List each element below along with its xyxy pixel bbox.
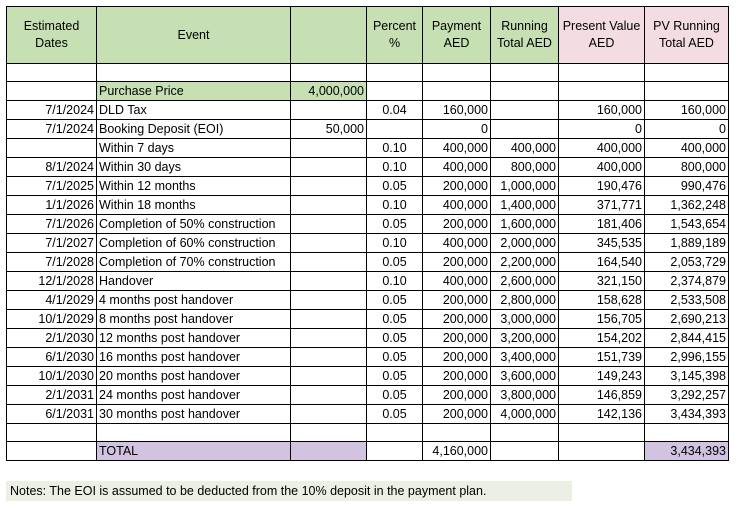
table-row — [7, 196, 729, 215]
cell-percent: 0.05 — [367, 329, 423, 348]
payment-plan-table — [6, 6, 729, 461]
table-row — [7, 310, 729, 329]
cell-date: 7/1/2024 — [7, 101, 97, 120]
cell-running-total: 2,800,000 — [491, 291, 559, 310]
cell-payment: 200,000 — [423, 291, 491, 310]
cell-event: Completion of 70% construction — [97, 253, 291, 272]
cell-payment: 0 — [423, 120, 491, 139]
cell-extra — [291, 386, 367, 405]
cell-present-value: 400,000 — [559, 139, 645, 158]
header-percent: Percent % — [367, 7, 423, 64]
cell-payment: 400,000 — [423, 139, 491, 158]
cell-date: 7/1/2027 — [7, 234, 97, 253]
cell-pv-running-total: 3,292,257 — [645, 386, 729, 405]
cell-pv-running-total: 2,844,415 — [645, 329, 729, 348]
header-event: Event — [97, 7, 291, 64]
cell-date: 2/1/2030 — [7, 329, 97, 348]
cell-percent: 0.05 — [367, 215, 423, 234]
table-row — [7, 367, 729, 386]
cell-date: 10/1/2030 — [7, 367, 97, 386]
purchase-price-row — [7, 82, 729, 101]
table-row — [7, 120, 729, 139]
cell-extra — [291, 196, 367, 215]
cell-event: 12 months post handover — [97, 329, 291, 348]
cell-event: Within 7 days — [97, 139, 291, 158]
cell-event: Within 18 months — [97, 196, 291, 215]
cell-percent: 0.05 — [367, 405, 423, 424]
cell-percent: 0.10 — [367, 158, 423, 177]
cell-present-value: 149,243 — [559, 367, 645, 386]
cell-pv-running-total: 3,145,398 — [645, 367, 729, 386]
cell-extra — [291, 348, 367, 367]
cell-event: Handover — [97, 272, 291, 291]
cell-present-value: 0 — [559, 120, 645, 139]
cell-date: 4/1/2029 — [7, 291, 97, 310]
header-running-total: Running Total AED — [491, 7, 559, 64]
notes-text: Notes: The EOI is assumed to be deducted from the 10% deposit in the payment plan. — [6, 481, 572, 501]
cell-extra: 50,000 — [291, 120, 367, 139]
cell-running-total: 2,200,000 — [491, 253, 559, 272]
cell-running-total: 3,000,000 — [491, 310, 559, 329]
cell-event: 20 months post handover — [97, 367, 291, 386]
cell-pv-running-total: 990,476 — [645, 177, 729, 196]
cell-extra — [291, 177, 367, 196]
cell-running-total — [491, 120, 559, 139]
cell-present-value: 160,000 — [559, 101, 645, 120]
table-row — [7, 291, 729, 310]
cell-pv-running-total: 2,374,879 — [645, 272, 729, 291]
cell-extra — [291, 234, 367, 253]
cell-present-value: 400,000 — [559, 158, 645, 177]
cell-event: 24 months post handover — [97, 386, 291, 405]
cell-event: Within 30 days — [97, 158, 291, 177]
cell-payment: 200,000 — [423, 367, 491, 386]
cell-event: 4 months post handover — [97, 291, 291, 310]
table-row — [7, 101, 729, 120]
cell-pv-running-total: 1,362,248 — [645, 196, 729, 215]
table-row — [7, 348, 729, 367]
cell-payment: 200,000 — [423, 405, 491, 424]
cell-pv-running-total: 1,889,189 — [645, 234, 729, 253]
cell-date: 12/1/2028 — [7, 272, 97, 291]
table-row — [7, 215, 729, 234]
cell-payment: 200,000 — [423, 348, 491, 367]
cell-payment: 200,000 — [423, 253, 491, 272]
cell-date: 2/1/2031 — [7, 386, 97, 405]
cell-pv-running-total: 400,000 — [645, 139, 729, 158]
cell-percent: 0.05 — [367, 177, 423, 196]
header-blank — [291, 7, 367, 64]
table-row — [7, 234, 729, 253]
cell-date: 1/1/2026 — [7, 196, 97, 215]
cell-present-value: 321,150 — [559, 272, 645, 291]
cell-percent: 0.05 — [367, 348, 423, 367]
cell-extra — [291, 101, 367, 120]
cell-percent: 0.10 — [367, 272, 423, 291]
total-payment: 4,160,000 — [423, 442, 491, 461]
cell-extra — [291, 272, 367, 291]
cell-event: Within 12 months — [97, 177, 291, 196]
cell-event: 30 months post handover — [97, 405, 291, 424]
cell-running-total: 3,200,000 — [491, 329, 559, 348]
cell-date: 7/1/2026 — [7, 215, 97, 234]
blank-row — [7, 424, 729, 442]
cell-pv-running-total: 2,053,729 — [645, 253, 729, 272]
cell-percent: 0.05 — [367, 310, 423, 329]
cell-pv-running-total: 1,543,654 — [645, 215, 729, 234]
cell-running-total — [491, 101, 559, 120]
header-estimated-dates: Estimated Dates — [7, 7, 97, 64]
table-row — [7, 386, 729, 405]
cell-pv-running-total: 800,000 — [645, 158, 729, 177]
cell-running-total: 3,400,000 — [491, 348, 559, 367]
cell-payment: 200,000 — [423, 177, 491, 196]
cell-running-total: 2,600,000 — [491, 272, 559, 291]
cell-extra — [291, 329, 367, 348]
cell-payment: 400,000 — [423, 234, 491, 253]
cell-pv-running-total: 2,690,213 — [645, 310, 729, 329]
cell-present-value: 151,739 — [559, 348, 645, 367]
cell-event: DLD Tax — [97, 101, 291, 120]
cell-running-total: 4,000,000 — [491, 405, 559, 424]
table-row — [7, 139, 729, 158]
total-row — [7, 442, 729, 461]
cell-extra — [291, 405, 367, 424]
cell-present-value: 158,628 — [559, 291, 645, 310]
cell-percent: 0.05 — [367, 367, 423, 386]
cell-extra — [291, 291, 367, 310]
cell-payment: 160,000 — [423, 101, 491, 120]
cell-running-total: 3,800,000 — [491, 386, 559, 405]
cell-date: 8/1/2024 — [7, 158, 97, 177]
cell-running-total: 3,600,000 — [491, 367, 559, 386]
cell-running-total: 1,600,000 — [491, 215, 559, 234]
cell-running-total: 400,000 — [491, 139, 559, 158]
cell-payment: 400,000 — [423, 272, 491, 291]
cell-payment: 200,000 — [423, 329, 491, 348]
purchase-price-value: 4,000,000 — [291, 82, 367, 101]
cell-date: 6/1/2031 — [7, 405, 97, 424]
table-row — [7, 177, 729, 196]
cell-percent: 0.05 — [367, 386, 423, 405]
cell-percent: 0.05 — [367, 253, 423, 272]
cell-payment: 400,000 — [423, 158, 491, 177]
cell-present-value: 190,476 — [559, 177, 645, 196]
cell-percent: 0.10 — [367, 234, 423, 253]
cell-event: 16 months post handover — [97, 348, 291, 367]
cell-event: Completion of 60% construction — [97, 234, 291, 253]
total-label: TOTAL — [97, 442, 291, 461]
total-blank — [291, 442, 367, 461]
cell-event: Booking Deposit (EOI) — [97, 120, 291, 139]
table-row — [7, 253, 729, 272]
cell-extra — [291, 215, 367, 234]
cell-payment: 400,000 — [423, 196, 491, 215]
cell-payment: 200,000 — [423, 386, 491, 405]
header-present-value: Present Value AED — [559, 7, 645, 64]
cell-percent: 0.10 — [367, 139, 423, 158]
table-row — [7, 158, 729, 177]
header-row — [7, 7, 729, 64]
cell-payment: 200,000 — [423, 215, 491, 234]
cell-pv-running-total: 0 — [645, 120, 729, 139]
cell-present-value: 156,705 — [559, 310, 645, 329]
table-row — [7, 329, 729, 348]
cell-event: Completion of 50% construction — [97, 215, 291, 234]
cell-date: 7/1/2025 — [7, 177, 97, 196]
blank-row — [7, 64, 729, 82]
cell-running-total: 2,000,000 — [491, 234, 559, 253]
cell-present-value: 142,136 — [559, 405, 645, 424]
cell-running-total: 1,400,000 — [491, 196, 559, 215]
header-payment: Payment AED — [423, 7, 491, 64]
cell-pv-running-total: 160,000 — [645, 101, 729, 120]
cell-running-total: 800,000 — [491, 158, 559, 177]
cell-extra — [291, 158, 367, 177]
cell-percent: 0.04 — [367, 101, 423, 120]
cell-present-value: 345,535 — [559, 234, 645, 253]
purchase-price-label: Purchase Price — [97, 82, 291, 101]
cell-pv-running-total: 2,533,508 — [645, 291, 729, 310]
cell-running-total: 1,000,000 — [491, 177, 559, 196]
cell-present-value: 146,859 — [559, 386, 645, 405]
cell-percent: 0.10 — [367, 196, 423, 215]
cell-extra — [291, 367, 367, 386]
header-pv-running-total: PV Running Total AED — [645, 7, 729, 64]
cell-date: 6/1/2030 — [7, 348, 97, 367]
cell-extra — [291, 253, 367, 272]
total-pv-running: 3,434,393 — [645, 442, 729, 461]
table-row — [7, 272, 729, 291]
table-row — [7, 405, 729, 424]
cell-extra — [291, 139, 367, 158]
cell-percent: 0.05 — [367, 291, 423, 310]
cell-pv-running-total: 2,996,155 — [645, 348, 729, 367]
cell-date — [7, 139, 97, 158]
cell-payment: 200,000 — [423, 310, 491, 329]
cell-event: 8 months post handover — [97, 310, 291, 329]
cell-date: 7/1/2024 — [7, 120, 97, 139]
cell-percent — [367, 120, 423, 139]
cell-present-value: 164,540 — [559, 253, 645, 272]
cell-present-value: 371,771 — [559, 196, 645, 215]
cell-extra — [291, 310, 367, 329]
cell-present-value: 181,406 — [559, 215, 645, 234]
cell-date: 10/1/2029 — [7, 310, 97, 329]
cell-present-value: 154,202 — [559, 329, 645, 348]
cell-date: 7/1/2028 — [7, 253, 97, 272]
cell-pv-running-total: 3,434,393 — [645, 405, 729, 424]
